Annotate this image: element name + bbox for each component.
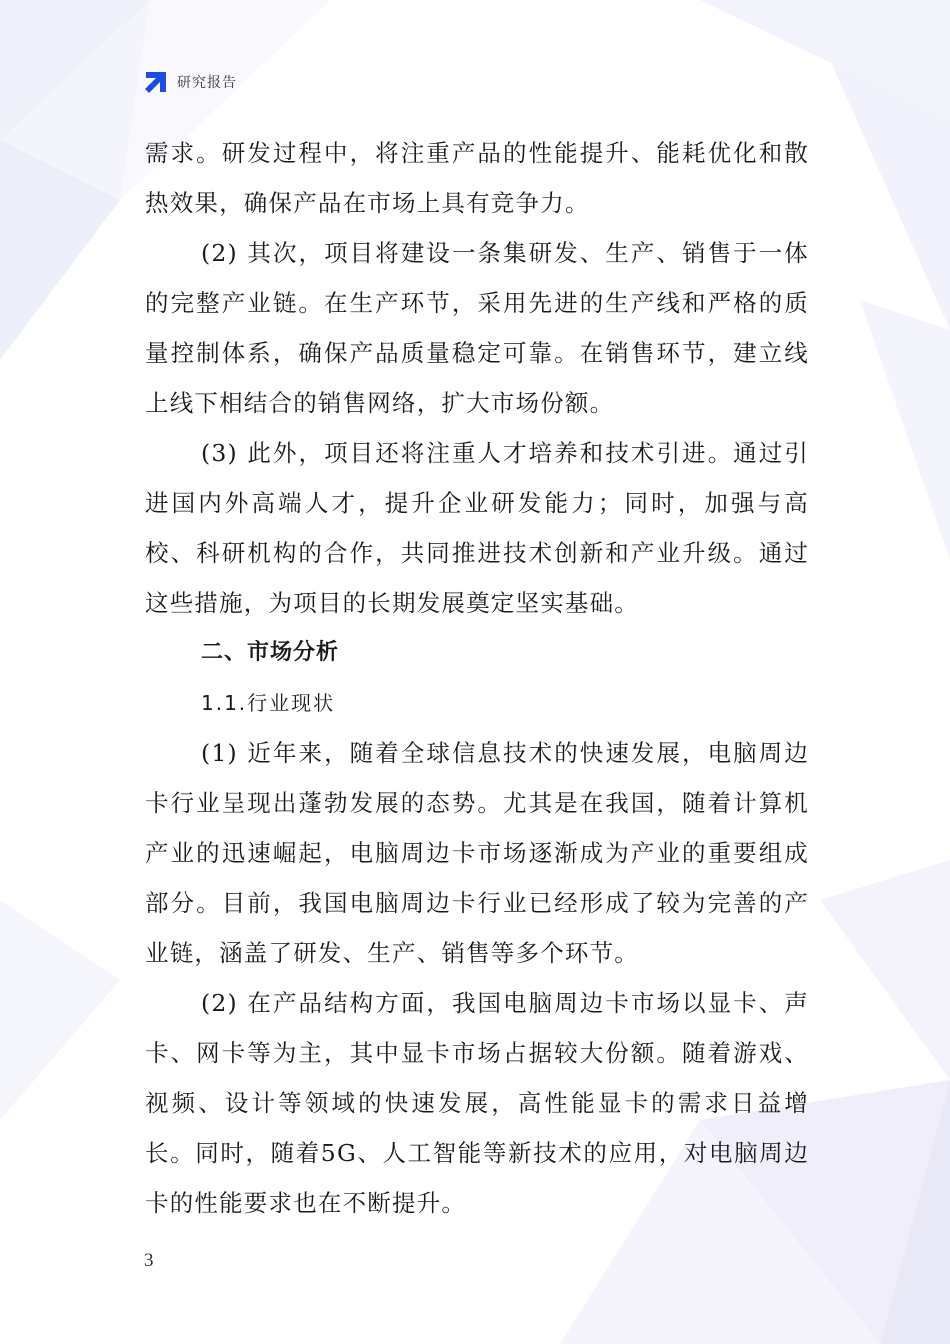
page-header bbox=[143, 68, 237, 96]
arrow-up-right-icon bbox=[143, 69, 169, 95]
paragraph: (3) 此外，项目还将注重人才培养和技术引进。通过引进国内外高端人才，提升企业研发能力；同时，加强与高校、科研机构的合作，共同推进技术创新和产业升级。通过这些措施，为项目的长期发展奠定坚实基础。 bbox=[145, 439, 809, 617]
subsection-heading: 1.1.行业现状 bbox=[201, 691, 336, 715]
page-number: 3 bbox=[144, 1250, 154, 1271]
paragraph: 需求。研发过程中，将注重产品的性能提升、能耗优化和散热效果，确保产品在市场上具有竞争力。 bbox=[145, 139, 809, 217]
report-title: 研究报告 bbox=[177, 75, 237, 91]
paragraph: (1) 近年来，随着全球信息技术的快速发展，电脑周边卡行业呈现出蓬勃发展的态势。尤其是在我国，随着计算机产业的迅速崛起，电脑周边卡市场逐渐成为产业的重要组成部分。目前，我国电脑周边卡行业已经形成了较为完善的产业链，涵盖了研发、生产、销售等多个环节。 bbox=[145, 739, 809, 967]
paragraph: (2) 在产品结构方面，我国电脑周边卡市场以显卡、声卡、网卡等为主，其中显卡市场占据较大份额。随着游戏、视频、设计等领域的快速发展，高性能显卡的需求日益增长。同时，随着5G、人工智能等新技术的应用，对电脑周边卡的性能要求也在不断提升。 bbox=[145, 989, 809, 1217]
section-heading: 二、市场分析 bbox=[201, 640, 340, 665]
document-body bbox=[145, 128, 809, 1228]
paragraph: (2) 其次，项目将建设一条集研发、生产、销售于一体的完整产业链。在生产环节，采用先进的生产线和严格的质量控制体系，确保产品质量稳定可靠。在销售环节，建立线上线下相结合的销售网络，扩大市场份额。 bbox=[145, 239, 809, 417]
